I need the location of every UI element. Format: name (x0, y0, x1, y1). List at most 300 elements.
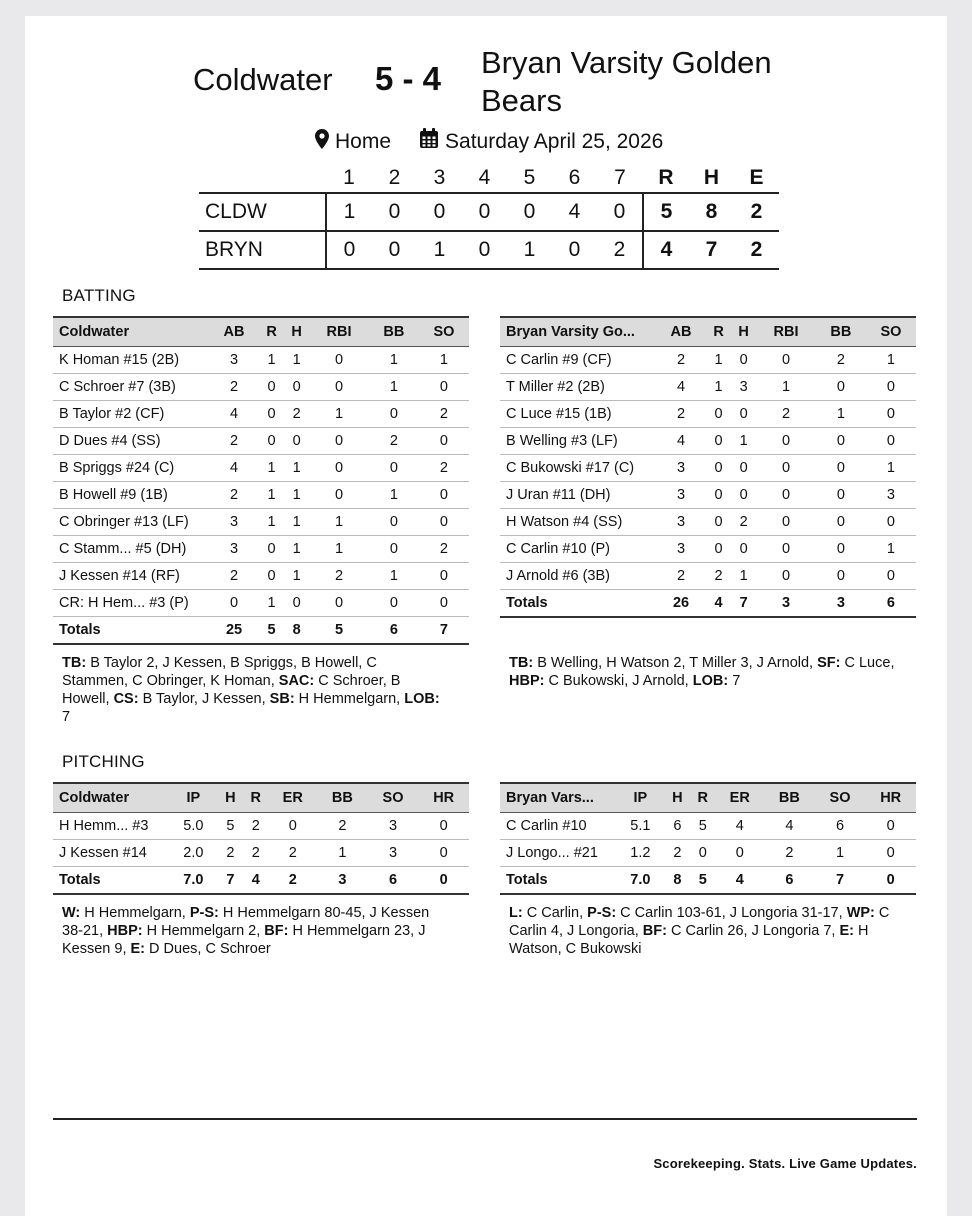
stat-value: 1 (284, 509, 309, 536)
stat-column-header: BB (317, 783, 368, 813)
stat-value: 2 (369, 428, 419, 455)
stat-value: 2 (764, 840, 815, 867)
stat-value: 1 (284, 536, 309, 563)
stat-value: 2 (419, 401, 469, 428)
total-errors: 2 (734, 193, 779, 231)
note-text: C Bukowski, J Arnold, (544, 673, 693, 689)
stat-column-header: SO (368, 783, 419, 813)
stat-value: 0 (816, 509, 866, 536)
stat-value: 0 (731, 482, 756, 509)
stat-value: 0 (756, 347, 816, 374)
stat-value: 2 (419, 455, 469, 482)
totals-value: 25 (209, 617, 259, 645)
inning-runs: 0 (417, 193, 462, 231)
player-row (53, 347, 469, 374)
totals-value: 4 (715, 867, 764, 895)
note-label: BF: (264, 923, 289, 939)
inning-header: 2 (388, 166, 401, 189)
stat-column-header: AB (656, 317, 706, 347)
stat-value: 0 (816, 536, 866, 563)
totals-value: 6 (369, 617, 419, 645)
team-column-header: Bryan Vars... (500, 783, 616, 813)
stat-value: 3 (656, 509, 706, 536)
stat-value: 0 (731, 401, 756, 428)
player-name: J Uran #11 (DH) (500, 482, 656, 509)
totals-value: 2 (268, 867, 317, 895)
inning-runs: 2 (597, 231, 643, 269)
note-label: TB: (62, 655, 87, 671)
game-date: Saturday April 25, 2026 (445, 129, 664, 153)
totals-value: 7 (218, 867, 243, 895)
stat-value: 2 (317, 813, 368, 840)
game-location: Home (335, 129, 392, 153)
stat-value: 0 (866, 428, 916, 455)
stat-value: 4 (209, 455, 259, 482)
stat-value: 0 (419, 590, 469, 617)
final-score: 5 - 4 (375, 60, 442, 97)
pitching-table-away (53, 782, 469, 895)
totals-row (53, 867, 469, 895)
player-name: J Arnold #6 (3B) (500, 563, 656, 590)
stat-column-header: RBI (309, 317, 369, 347)
inning-runs: 1 (417, 231, 462, 269)
stat-value: 1 (309, 509, 369, 536)
stat-value: 1 (259, 590, 284, 617)
totals-value: 3 (816, 590, 866, 618)
errors-header: E (749, 166, 764, 189)
totals-value: 4 (706, 590, 731, 618)
stat-value: 0 (209, 590, 259, 617)
stat-value: 2 (209, 563, 259, 590)
stat-value: 1 (866, 455, 916, 482)
note-label: P-S: (587, 905, 617, 921)
stat-value: 1 (284, 347, 309, 374)
team-abbrev: BRYN (199, 231, 326, 269)
inning-header: 4 (478, 166, 491, 189)
stat-value: 0 (418, 840, 469, 867)
player-name: H Watson #4 (SS) (500, 509, 656, 536)
totals-value: 26 (656, 590, 706, 618)
stat-column-header: H (218, 783, 243, 813)
stat-value: 2 (218, 840, 243, 867)
note-label: L: (509, 905, 523, 921)
stat-column-header: R (690, 783, 715, 813)
footer-divider (53, 1118, 917, 1120)
note-label: HBP: (509, 673, 545, 689)
stat-column-header: SO (815, 783, 866, 813)
player-name: K Homan #15 (2B) (53, 347, 209, 374)
footer-tagline: Scorekeeping. Stats. Live Game Updates. (653, 1156, 917, 1171)
stat-value: 0 (419, 509, 469, 536)
inning-runs: 0 (552, 231, 597, 269)
stat-column-header: HR (865, 783, 916, 813)
table-header-row (53, 317, 469, 347)
note-label: E: (130, 941, 146, 957)
stat-column-header: BB (369, 317, 419, 347)
stat-value: 1 (369, 347, 419, 374)
player-row (500, 536, 916, 563)
total-runs: 5 (643, 193, 689, 231)
player-row (53, 840, 469, 867)
stat-value: 1.2 (616, 840, 665, 867)
note-text: D Dues, C Schroer (145, 941, 271, 957)
player-row (500, 401, 916, 428)
stat-value: 2 (243, 840, 268, 867)
pitching-section-title: PITCHING (62, 752, 145, 771)
table-header-row (500, 783, 916, 813)
stat-value: 2 (209, 428, 259, 455)
stat-value: 0 (268, 813, 317, 840)
line-score-row-away (199, 193, 779, 231)
inning-header: 3 (433, 166, 446, 189)
stat-value: 1 (259, 347, 284, 374)
stat-value: 0 (309, 428, 369, 455)
totals-label: Totals (53, 867, 169, 895)
stat-column-header: RBI (756, 317, 816, 347)
stat-column-header: IP (169, 783, 218, 813)
note-text: H Hemmelgarn, (80, 905, 190, 921)
stat-value: 3 (731, 374, 756, 401)
stat-value: 1 (815, 840, 866, 867)
stat-value: 0 (369, 401, 419, 428)
totals-value: 7.0 (169, 867, 218, 895)
note-text: C Carlin 26, J Longoria 7, (666, 923, 840, 939)
line-score-table (199, 164, 779, 270)
stat-value: 3 (866, 482, 916, 509)
stat-value: 0 (419, 563, 469, 590)
stat-column-header: ER (268, 783, 317, 813)
stat-value: 5.1 (616, 813, 665, 840)
batting-table-away (53, 316, 469, 645)
stat-value: 1 (317, 840, 368, 867)
totals-value: 3 (756, 590, 816, 618)
note-text: 7 (728, 673, 741, 689)
player-name: C Luce #15 (1B) (500, 401, 656, 428)
line-score-row-home (199, 231, 779, 269)
note-label: SF: (817, 655, 841, 671)
stat-value: 0 (309, 455, 369, 482)
totals-row (500, 867, 916, 895)
stat-column-header: H (731, 317, 756, 347)
stat-value: 0 (690, 840, 715, 867)
player-row (53, 563, 469, 590)
stat-column-header: ER (715, 783, 764, 813)
stat-value: 0 (731, 455, 756, 482)
note-label: BF: (642, 923, 667, 939)
pitching-table-home (500, 782, 916, 895)
stat-value: 0 (756, 563, 816, 590)
stat-value: 3 (209, 347, 259, 374)
stat-value: 2 (656, 347, 706, 374)
stat-value: 1 (419, 347, 469, 374)
stat-value: 0 (816, 455, 866, 482)
totals-value: 7.0 (616, 867, 665, 895)
total-hits: 8 (689, 193, 734, 231)
stat-column-header: H (284, 317, 309, 347)
pitching-notes-away (62, 904, 442, 958)
stat-value: 0 (756, 536, 816, 563)
scorebook-page (25, 16, 947, 1216)
stat-value: 5 (690, 813, 715, 840)
inning-header: 6 (568, 166, 581, 189)
stat-value: 0 (756, 509, 816, 536)
note-label: P-S: (189, 905, 219, 921)
note-text: H Hemmelgarn 2, (142, 923, 265, 939)
stat-value: 0 (731, 347, 756, 374)
totals-row (500, 590, 916, 618)
stat-value: 0 (756, 455, 816, 482)
batting-notes-away (62, 654, 442, 726)
stat-column-header: H (665, 783, 690, 813)
stat-value: 1 (284, 563, 309, 590)
stat-value: 1 (309, 401, 369, 428)
stat-column-header: R (259, 317, 284, 347)
batting-section-title: BATTING (62, 286, 136, 305)
stat-value: 0 (259, 563, 284, 590)
stat-column-header: HR (418, 783, 469, 813)
inning-runs: 0 (462, 231, 507, 269)
inning-runs: 0 (372, 193, 417, 231)
stat-column-header: SO (866, 317, 916, 347)
totals-label: Totals (500, 867, 616, 895)
pitching-notes-home (509, 904, 909, 958)
totals-value: 8 (665, 867, 690, 895)
note-text: C Carlin, (522, 905, 588, 921)
player-name: D Dues #4 (SS) (53, 428, 209, 455)
stat-column-header: AB (209, 317, 259, 347)
stat-value: 2 (816, 347, 866, 374)
player-row (53, 455, 469, 482)
stat-value: 0 (756, 482, 816, 509)
batting-notes-home (509, 654, 899, 690)
totals-row (53, 617, 469, 645)
stat-value: 0 (369, 590, 419, 617)
stat-value: 3 (656, 536, 706, 563)
note-text: B Welling, H Watson 2, T Miller 3, J Arnold, (533, 655, 818, 671)
team-column-header: Coldwater (53, 783, 169, 813)
player-row (500, 455, 916, 482)
stat-value: 4 (715, 813, 764, 840)
player-row (53, 401, 469, 428)
player-name: C Stamm... #5 (DH) (53, 536, 209, 563)
totals-value: 6 (866, 590, 916, 618)
note-text: 7 (62, 709, 71, 725)
player-name: B Welling #3 (LF) (500, 428, 656, 455)
note-text: C Schroer, B Howell, (62, 673, 401, 707)
player-row (500, 428, 916, 455)
player-row (500, 374, 916, 401)
player-name: C Carlin #10 (P) (500, 536, 656, 563)
totals-value: 3 (317, 867, 368, 895)
stat-value: 2.0 (169, 840, 218, 867)
stat-value: 0 (309, 590, 369, 617)
stat-value: 1 (309, 536, 369, 563)
inning-runs: 0 (507, 193, 552, 231)
player-name: C Bukowski #17 (C) (500, 455, 656, 482)
player-name: C Schroer #7 (3B) (53, 374, 209, 401)
stat-value: 1 (731, 428, 756, 455)
stat-value: 0 (756, 428, 816, 455)
stat-value: 1 (866, 536, 916, 563)
stat-value: 0 (706, 482, 731, 509)
stat-value: 0 (418, 813, 469, 840)
stat-value: 1 (369, 374, 419, 401)
player-row (53, 482, 469, 509)
stat-value: 6 (815, 813, 866, 840)
team-column-header: Bryan Varsity Go... (500, 317, 656, 347)
note-label: CS: (113, 691, 139, 707)
stat-column-header: IP (616, 783, 665, 813)
stat-value: 5 (218, 813, 243, 840)
stat-value: 0 (284, 428, 309, 455)
stat-value: 0 (309, 374, 369, 401)
inning-header: 1 (343, 166, 355, 189)
stat-value: 0 (816, 482, 866, 509)
note-text: H Hemmelgarn 80-45, J Kessen 38-21, (62, 905, 430, 939)
table-header-row (500, 317, 916, 347)
stat-value: 0 (816, 374, 866, 401)
stat-value: 4 (656, 374, 706, 401)
player-name: B Howell #9 (1B) (53, 482, 209, 509)
stat-value: 0 (259, 428, 284, 455)
stat-value: 2 (309, 563, 369, 590)
stat-value: 1 (259, 482, 284, 509)
stat-value: 0 (816, 428, 866, 455)
player-row (53, 536, 469, 563)
total-runs: 4 (643, 231, 689, 269)
stat-value: 0 (706, 428, 731, 455)
player-name: H Hemm... #3 (53, 813, 169, 840)
note-label: E: (839, 923, 854, 939)
stat-value: 2 (419, 536, 469, 563)
totals-value: 7 (815, 867, 866, 895)
stat-column-header: BB (764, 783, 815, 813)
stat-value: 0 (309, 482, 369, 509)
stat-value: 0 (259, 401, 284, 428)
stat-value: 2 (706, 563, 731, 590)
stat-value: 0 (715, 840, 764, 867)
stat-value: 0 (706, 536, 731, 563)
player-name: B Spriggs #24 (C) (53, 455, 209, 482)
inning-runs: 4 (552, 193, 597, 231)
note-text: H Hemmelgarn 23, J Kessen 9, (62, 923, 426, 957)
totals-value: 7 (419, 617, 469, 645)
note-label: SAC: (278, 673, 315, 689)
stat-column-header: R (243, 783, 268, 813)
stat-value: 0 (706, 455, 731, 482)
stat-value: 1 (369, 482, 419, 509)
totals-value: 0 (418, 867, 469, 895)
note-label: W: (62, 905, 81, 921)
stat-value: 0 (866, 563, 916, 590)
note-text: B Taylor, J Kessen, (138, 691, 270, 707)
batting-table-home (500, 316, 916, 618)
note-text: C Luce, (840, 655, 895, 671)
player-row (53, 590, 469, 617)
inning-runs: 1 (507, 231, 552, 269)
stat-value: 2 (268, 840, 317, 867)
stat-value: 0 (284, 590, 309, 617)
player-name: C Obringer #13 (LF) (53, 509, 209, 536)
stat-value: 0 (259, 536, 284, 563)
home-team-name: Bryan Varsity Golden Bears (481, 45, 772, 118)
note-text: B Taylor 2, J Kessen, B Spriggs, B Howell, C Stammen, C Obringer, K Homan, (62, 655, 377, 689)
stat-value: 0 (816, 563, 866, 590)
total-hits: 7 (689, 231, 734, 269)
stat-value: 0 (419, 482, 469, 509)
note-text: C Carlin 103-61, J Longoria 31-17, (616, 905, 847, 921)
calendar-icon (419, 128, 439, 155)
player-name: J Kessen #14 (53, 840, 169, 867)
totals-value: 4 (243, 867, 268, 895)
stat-value: 3 (368, 813, 419, 840)
note-label: LOB: (692, 673, 729, 689)
note-label: LOB: (404, 691, 440, 707)
totals-value: 8 (284, 617, 309, 645)
stat-value: 0 (706, 509, 731, 536)
inning-runs: 1 (326, 193, 372, 231)
stat-value: 3 (656, 455, 706, 482)
stat-value: 2 (731, 509, 756, 536)
player-row (53, 428, 469, 455)
player-row (53, 374, 469, 401)
player-name: T Miller #2 (2B) (500, 374, 656, 401)
inning-runs: 0 (326, 231, 372, 269)
stat-value: 5.0 (169, 813, 218, 840)
totals-value: 5 (690, 867, 715, 895)
stat-value: 0 (419, 374, 469, 401)
team-column-header: Coldwater (53, 317, 209, 347)
total-errors: 2 (734, 231, 779, 269)
player-row (53, 813, 469, 840)
totals-value: 6 (368, 867, 419, 895)
team-abbrev: CLDW (199, 193, 326, 231)
totals-label: Totals (500, 590, 656, 618)
stat-value: 1 (866, 347, 916, 374)
stat-value: 1 (369, 563, 419, 590)
inning-runs: 0 (372, 231, 417, 269)
player-name: CR: H Hem... #3 (P) (53, 590, 209, 617)
stat-value: 0 (369, 455, 419, 482)
stat-value: 0 (866, 401, 916, 428)
stat-column-header: SO (419, 317, 469, 347)
stat-value: 1 (756, 374, 816, 401)
player-name: B Taylor #2 (CF) (53, 401, 209, 428)
player-row (500, 347, 916, 374)
stat-column-header: BB (816, 317, 866, 347)
totals-value: 7 (731, 590, 756, 618)
runs-header: R (658, 166, 674, 189)
totals-label: Totals (53, 617, 209, 645)
stat-value: 1 (706, 374, 731, 401)
player-row (500, 840, 916, 867)
note-text: H Watson, C Bukowski (509, 923, 869, 957)
stat-value: 1 (284, 482, 309, 509)
player-row (500, 813, 916, 840)
note-text: C Carlin 4, J Longoria, (509, 905, 890, 939)
stat-value: 1 (284, 455, 309, 482)
stat-value: 3 (209, 509, 259, 536)
player-name: J Longo... #21 (500, 840, 616, 867)
stat-column-header: R (706, 317, 731, 347)
player-row (53, 509, 469, 536)
inning-header: 5 (523, 166, 536, 189)
stat-value: 0 (866, 374, 916, 401)
stat-value: 0 (731, 536, 756, 563)
player-name: J Kessen #14 (RF) (53, 563, 209, 590)
inning-header: 7 (614, 166, 626, 189)
totals-value: 5 (259, 617, 284, 645)
